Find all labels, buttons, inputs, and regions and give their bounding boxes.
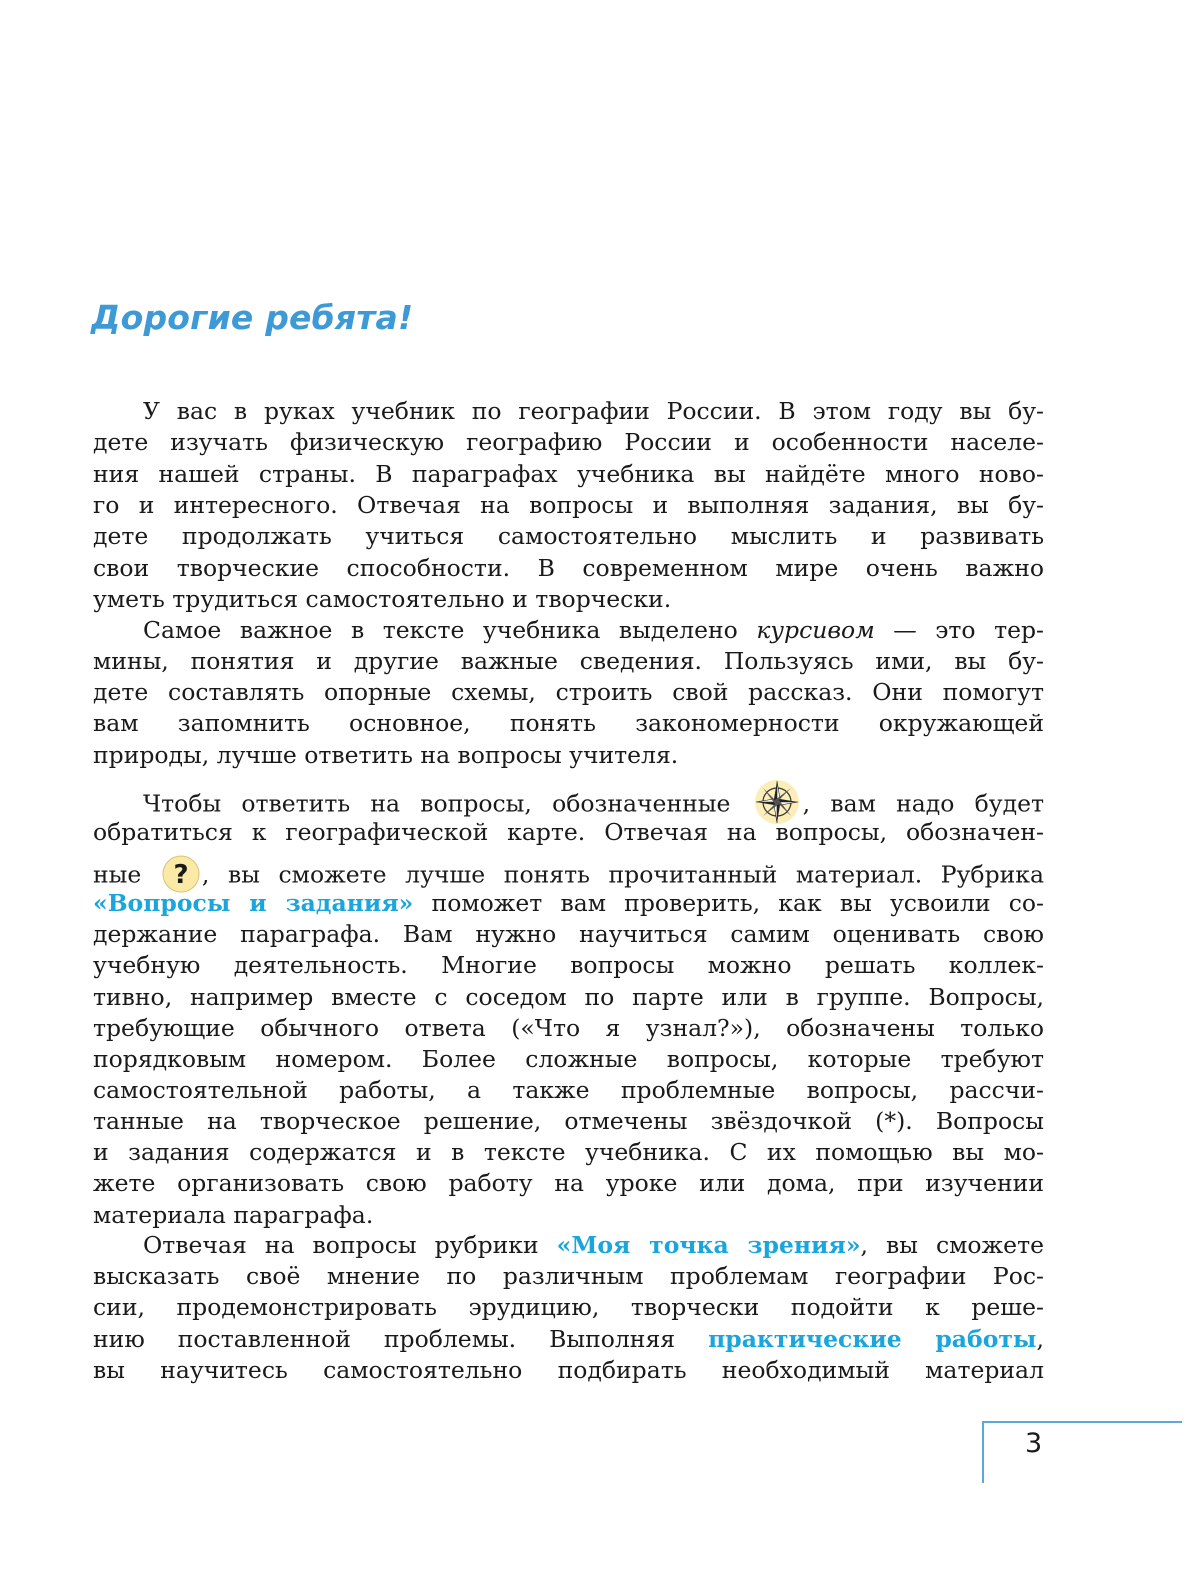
text-line: обратиться к географической карте. Отвечая на вопросы, обозначен- bbox=[93, 818, 1044, 846]
text-span: — это тер- bbox=[893, 616, 1044, 644]
text-line: танные на творческое решение, отмечены звёздочкой (*). Вопросы bbox=[93, 1107, 1044, 1135]
text-span: , вам надо будет bbox=[802, 789, 1044, 818]
text-span: Чтобы ответить на вопросы, обозначенные bbox=[143, 789, 731, 818]
text-line: дете продолжать учиться самостоятельно мыслить и развивать bbox=[93, 522, 1044, 550]
text-span: нию поставленной проблемы. Выполняя bbox=[93, 1325, 676, 1353]
practical-works-link: практические работы bbox=[708, 1325, 1037, 1353]
text-line: дете составлять опорные схемы, строить свой рассказ. Они помогут bbox=[93, 678, 1044, 706]
text-line: жете организовать свою работу на уроке или дома, при изучении bbox=[93, 1169, 1044, 1197]
text-span: , вы сможете лучше понять прочитанный материал. Рубрика bbox=[201, 860, 1044, 889]
text-line: У вас в руках учебник по географии России. В этом году вы бу- bbox=[143, 397, 1044, 425]
text-span: Самое важное в тексте учебника выделено bbox=[143, 616, 738, 644]
text-line: учебную деятельность. Многие вопросы можно решать коллек- bbox=[93, 951, 1044, 979]
text-line: свои творческие способности. В современном мире очень важно bbox=[93, 554, 1044, 582]
italic-term: курсивом bbox=[756, 616, 875, 644]
text-span: Отвечая на вопросы рубрики bbox=[143, 1231, 539, 1259]
text-line: держание параграфа. Вам нужно научиться самим оценивать свою bbox=[93, 920, 1044, 948]
text-line: го и интересного. Отвечая на вопросы и выполняя задания, вы бу- bbox=[93, 491, 1044, 519]
text-span: , bbox=[1036, 1325, 1044, 1353]
text-line: и задания содержатся и в тексте учебника. С их помощью вы мо- bbox=[93, 1138, 1044, 1166]
text-line bbox=[143, 1230, 1044, 1260]
text-line: дете изучать физическую географию России и особенности населе- bbox=[93, 428, 1044, 456]
text-line: уметь трудиться самостоятельно и творчески. bbox=[93, 585, 672, 613]
text-line: порядковым номером. Более сложные вопросы, которые требуют bbox=[93, 1045, 1044, 1073]
text-line: тивно, например вместе с соседом по парте или в группе. Вопросы, bbox=[93, 983, 1044, 1011]
text-line: сии, продемонстрировать эрудицию, творчески подойти к реше- bbox=[93, 1293, 1044, 1321]
rubric-viewpoint-link: «Моя точка зрения» bbox=[556, 1231, 861, 1259]
text-line bbox=[93, 1324, 1044, 1354]
page-number: 3 bbox=[1025, 1428, 1043, 1459]
text-line: ния нашей страны. В параграфах учебника вы найдёте много ново- bbox=[93, 460, 1044, 488]
text-span: ные bbox=[93, 860, 142, 889]
text-span: поможет вам проверить, как вы усвоили со- bbox=[431, 889, 1044, 917]
text-span: , вы сможете bbox=[860, 1231, 1044, 1259]
svg-text:?: ? bbox=[173, 860, 189, 890]
text-line: материала параграфа. bbox=[93, 1201, 374, 1229]
text-line bbox=[143, 615, 1044, 645]
text-line: требующие обычного ответа («Что я узнал?»), обозначены только bbox=[93, 1014, 1044, 1042]
text-line: самостоятельной работы, а также проблемные вопросы, рассчи- bbox=[93, 1076, 1044, 1104]
text-line: мины, понятия и другие важные сведения. Пользуясь ими, вы бу- bbox=[93, 647, 1044, 675]
page-number-frame bbox=[982, 1421, 1182, 1483]
text-line: высказать своё мнение по различным проблемам географии Рос- bbox=[93, 1262, 1044, 1290]
text-line bbox=[93, 857, 1044, 890]
page-heading: Дорогие ребята! bbox=[91, 298, 414, 337]
text-line: вы научитесь самостоятельно подбирать необходимый материал bbox=[93, 1356, 1044, 1384]
rubric-questions-link: «Вопросы и задания» bbox=[93, 889, 414, 917]
text-line bbox=[93, 888, 1044, 918]
text-line bbox=[143, 781, 1044, 818]
text-line: вам запомнить основное, понять закономерности окружающей bbox=[93, 709, 1044, 737]
text-line: природы, лучше ответить на вопросы учителя. bbox=[93, 741, 679, 769]
